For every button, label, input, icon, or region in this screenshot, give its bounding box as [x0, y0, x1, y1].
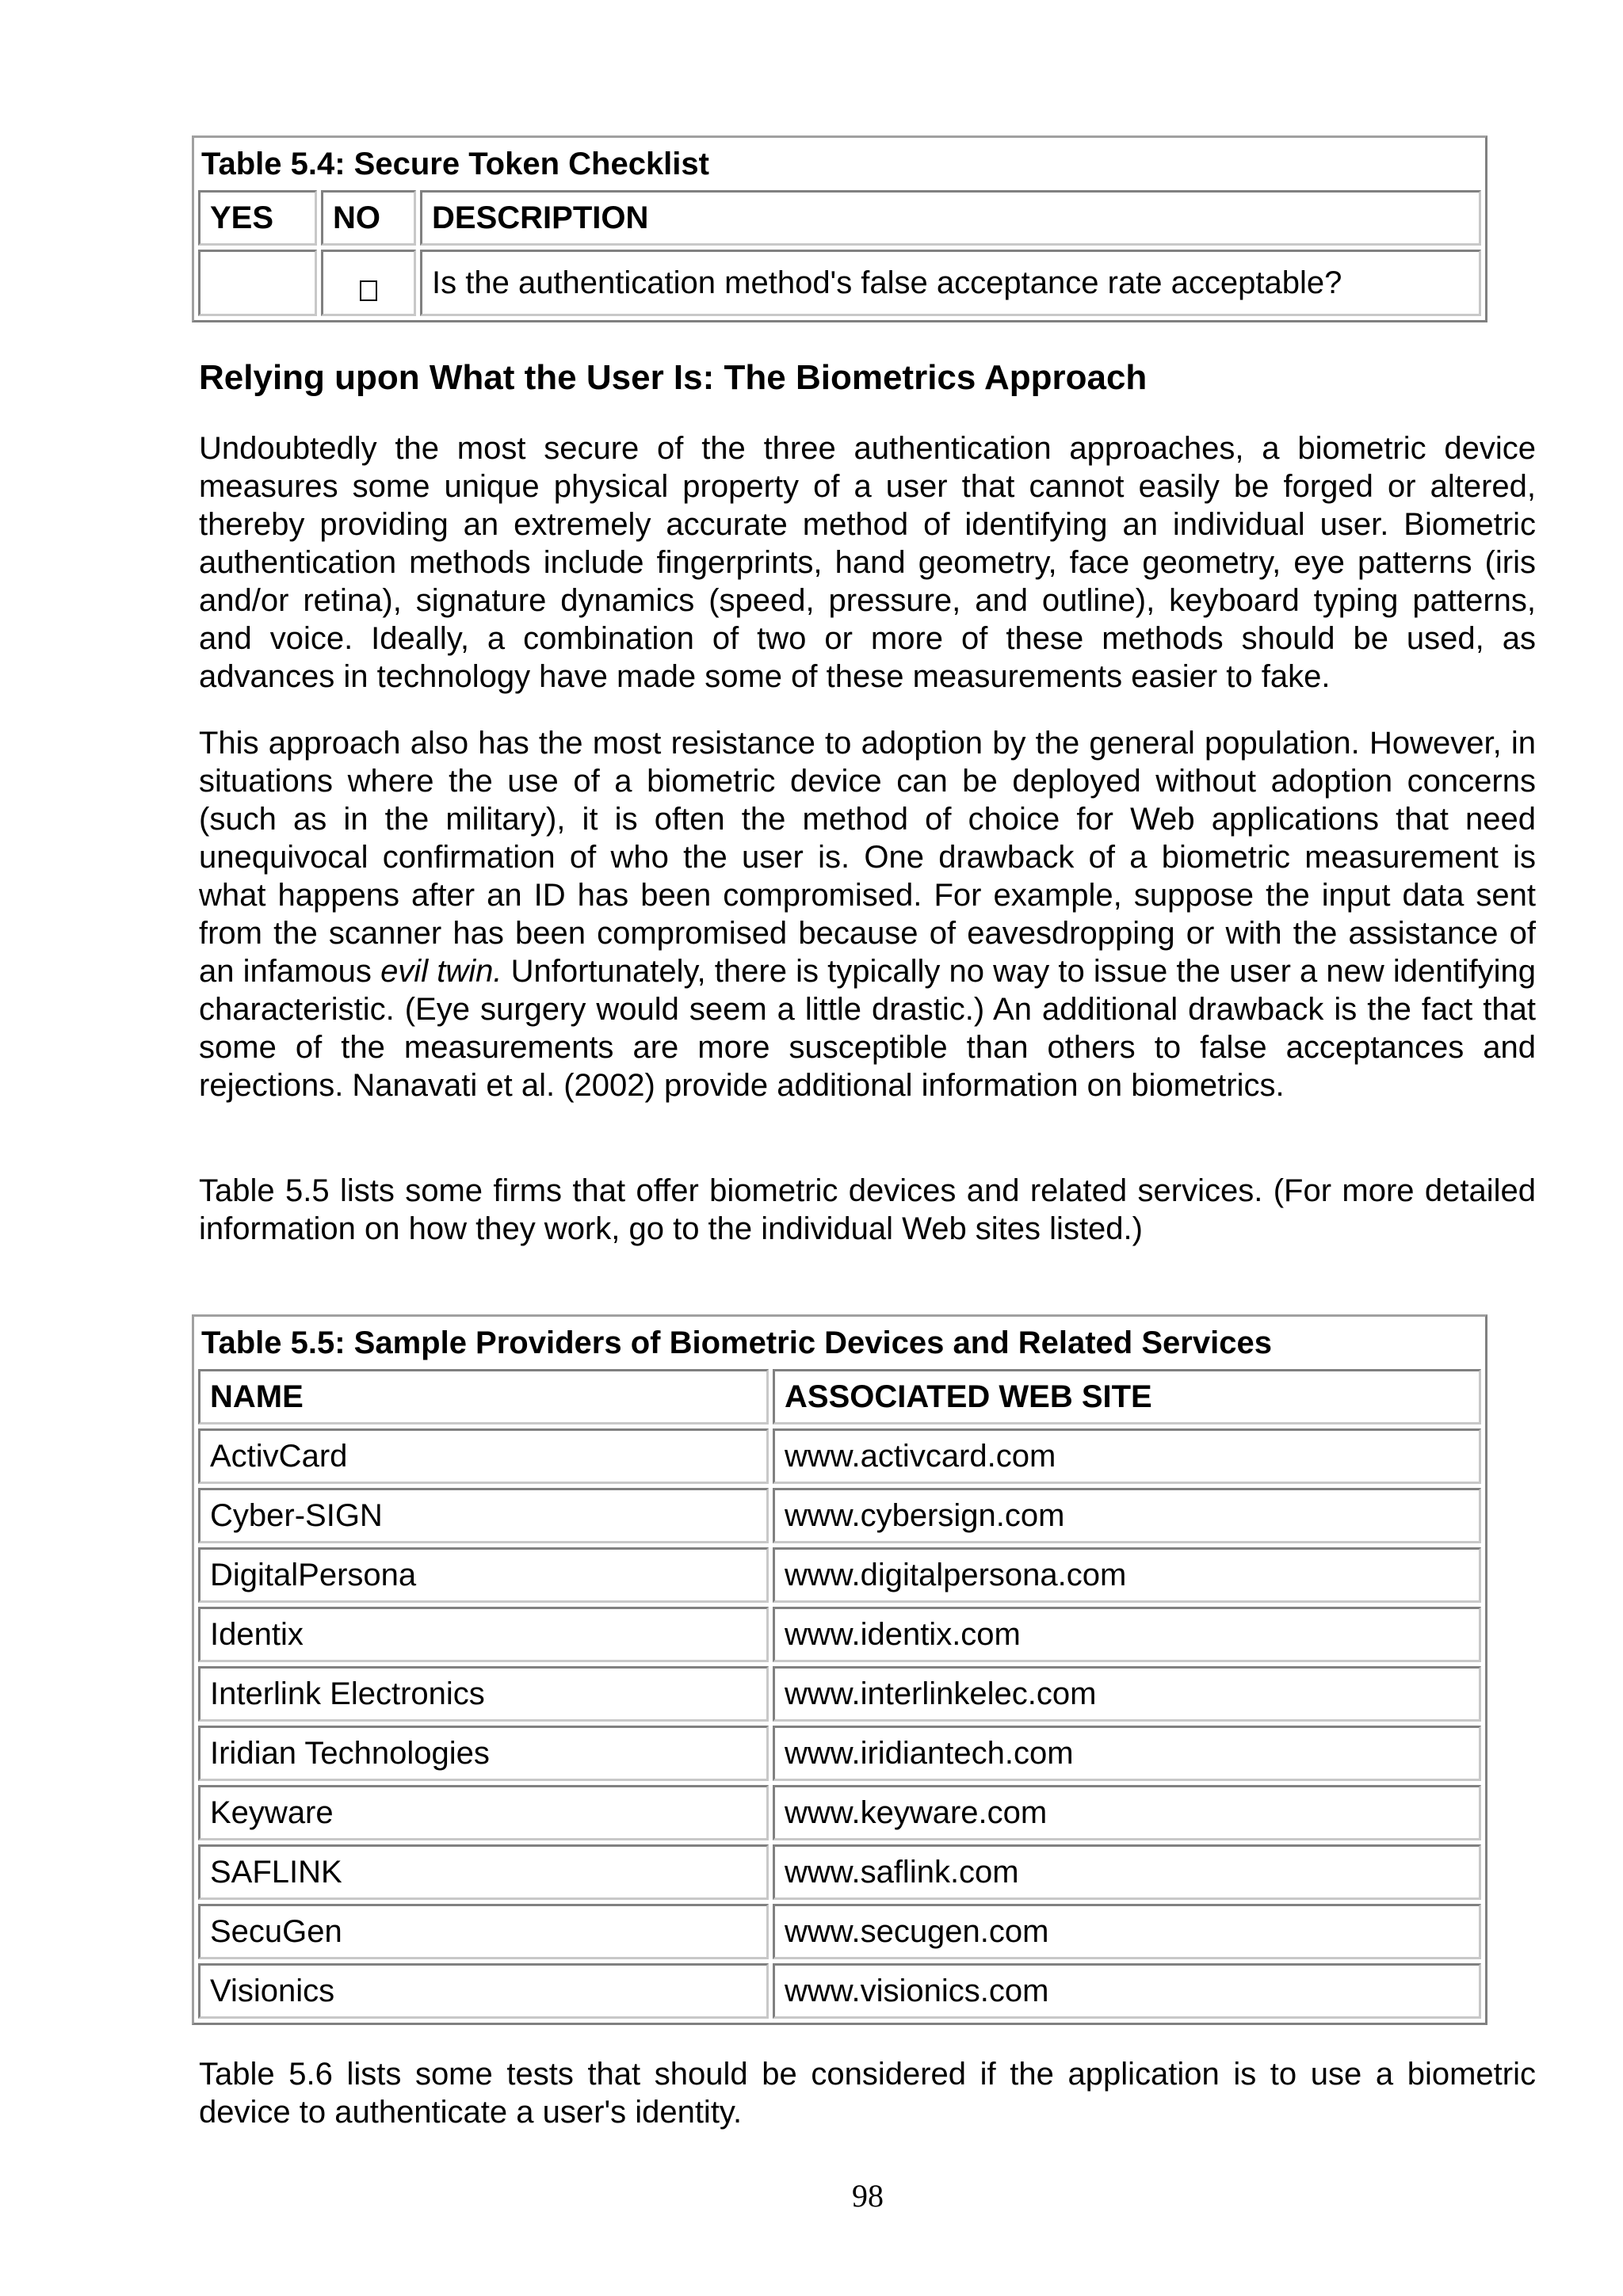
provider-name-cell: Iridian Technologies	[198, 1726, 769, 1781]
website-cell: www.visionics.com	[773, 1963, 1481, 2019]
checkbox-icon[interactable]	[360, 280, 377, 301]
column-header-website: ASSOCIATED WEB SITE	[773, 1369, 1481, 1425]
website-cell: www.identix.com	[773, 1607, 1481, 1662]
column-header-yes: YES	[198, 190, 317, 246]
provider-name-cell: SAFLINK	[198, 1844, 769, 1900]
provider-name-cell: DigitalPersona	[198, 1547, 769, 1603]
website-cell: www.keyware.com	[773, 1785, 1481, 1840]
emphasis-text: evil twin.	[380, 954, 502, 989]
table-5-4	[192, 135, 1487, 322]
column-header-no: NO	[321, 190, 416, 246]
table-caption: Table 5.4: Secure Token Checklist	[201, 146, 709, 181]
table-caption: Table 5.5: Sample Providers of Biometric Devices and Related Services	[201, 1325, 1272, 1360]
table-5-5	[192, 1314, 1487, 2025]
paragraph: Table 5.5 lists some firms that offer biometric devices and related services. (For more detailed information on how they work, go to the individual Web sites listed.)	[199, 1173, 1536, 1246]
provider-name-cell: SecuGen	[198, 1904, 769, 1959]
table-row	[198, 1607, 1481, 1662]
website-cell: www.iridiantech.com	[773, 1726, 1481, 1781]
table-row	[198, 1844, 1481, 1900]
page-number: 98	[852, 2178, 884, 2214]
table-row	[198, 1547, 1481, 1603]
provider-name-cell: Cyber-SIGN	[198, 1488, 769, 1543]
paragraph: Table 5.6 lists some tests that should be considered if the application is to use a biometric device to authenticate a user's identity.	[199, 2057, 1536, 2130]
table-row	[198, 1904, 1481, 1959]
section-heading: Relying upon What the User Is: The Biometrics Approach	[199, 358, 1148, 397]
description-cell: Is the authentication method's false acceptance rate acceptable?	[420, 250, 1481, 316]
table-row	[198, 1488, 1481, 1543]
no-cell	[321, 250, 416, 316]
paragraph: Undoubtedly the most secure of the three authentication approaches, a biometric device measures some unique physical property of a user that cannot easily be forged or altered, thereby providing an extremely accurate method of identifying an individual user. Biometric authentication methods include fingerprints, hand geometry, face geometry, eye patterns (iris and/or retina), signature dynamics (speed, pressure, and outline), keyboard typing patterns, and voice. Ideally, a combination of two or more of these methods should be used, as advances in technology have made some of these measurements easier to fake.	[199, 431, 1536, 694]
column-header-name: NAME	[198, 1369, 769, 1425]
website-cell: www.secugen.com	[773, 1904, 1481, 1959]
provider-name-cell: Keyware	[198, 1785, 769, 1840]
yes-cell	[198, 250, 317, 316]
website-cell: www.activcard.com	[773, 1428, 1481, 1484]
paragraph-text: This approach also has the most resistance to adoption by the general population. However, in situations where the use of a biometric device can be deployed without adoption concerns (such as in the military), it is often the method of choice for Web applications that need unequivocal confirmation of who the user is. One drawback of a biometric measurement is what happens after an ID has been compromised. For example, suppose the input data sent from the scanner has been compromised because of eavesdropping or with the assistance of an infamous	[199, 726, 1536, 989]
table-row	[198, 1963, 1481, 2019]
column-header-description: DESCRIPTION	[420, 190, 1481, 246]
website-cell: www.interlinkelec.com	[773, 1666, 1481, 1722]
provider-name-cell: Interlink Electronics	[198, 1666, 769, 1722]
website-cell: www.saflink.com	[773, 1844, 1481, 1900]
table-row	[198, 1428, 1481, 1484]
table-row	[198, 250, 1481, 316]
paragraph-text: Unfortunately, there is typically no way to issue the user a new identifying characteristic. (Eye surgery would seem a little drastic.) An additional drawback is the fact that some of the measurements are more susceptible than others to false acceptances and rejections. Nanavati et al. (2002) provide additional information on biometrics.	[199, 954, 1537, 1103]
table-row	[198, 1666, 1481, 1722]
paragraph	[199, 724, 1536, 1104]
table-row	[198, 1726, 1481, 1781]
provider-name-cell: Identix	[198, 1607, 769, 1662]
provider-name-cell: ActivCard	[198, 1428, 769, 1484]
table-row	[198, 1785, 1481, 1840]
website-cell: www.cybersign.com	[773, 1488, 1481, 1543]
provider-name-cell: Visionics	[198, 1963, 769, 2019]
website-cell: www.digitalpersona.com	[773, 1547, 1481, 1603]
